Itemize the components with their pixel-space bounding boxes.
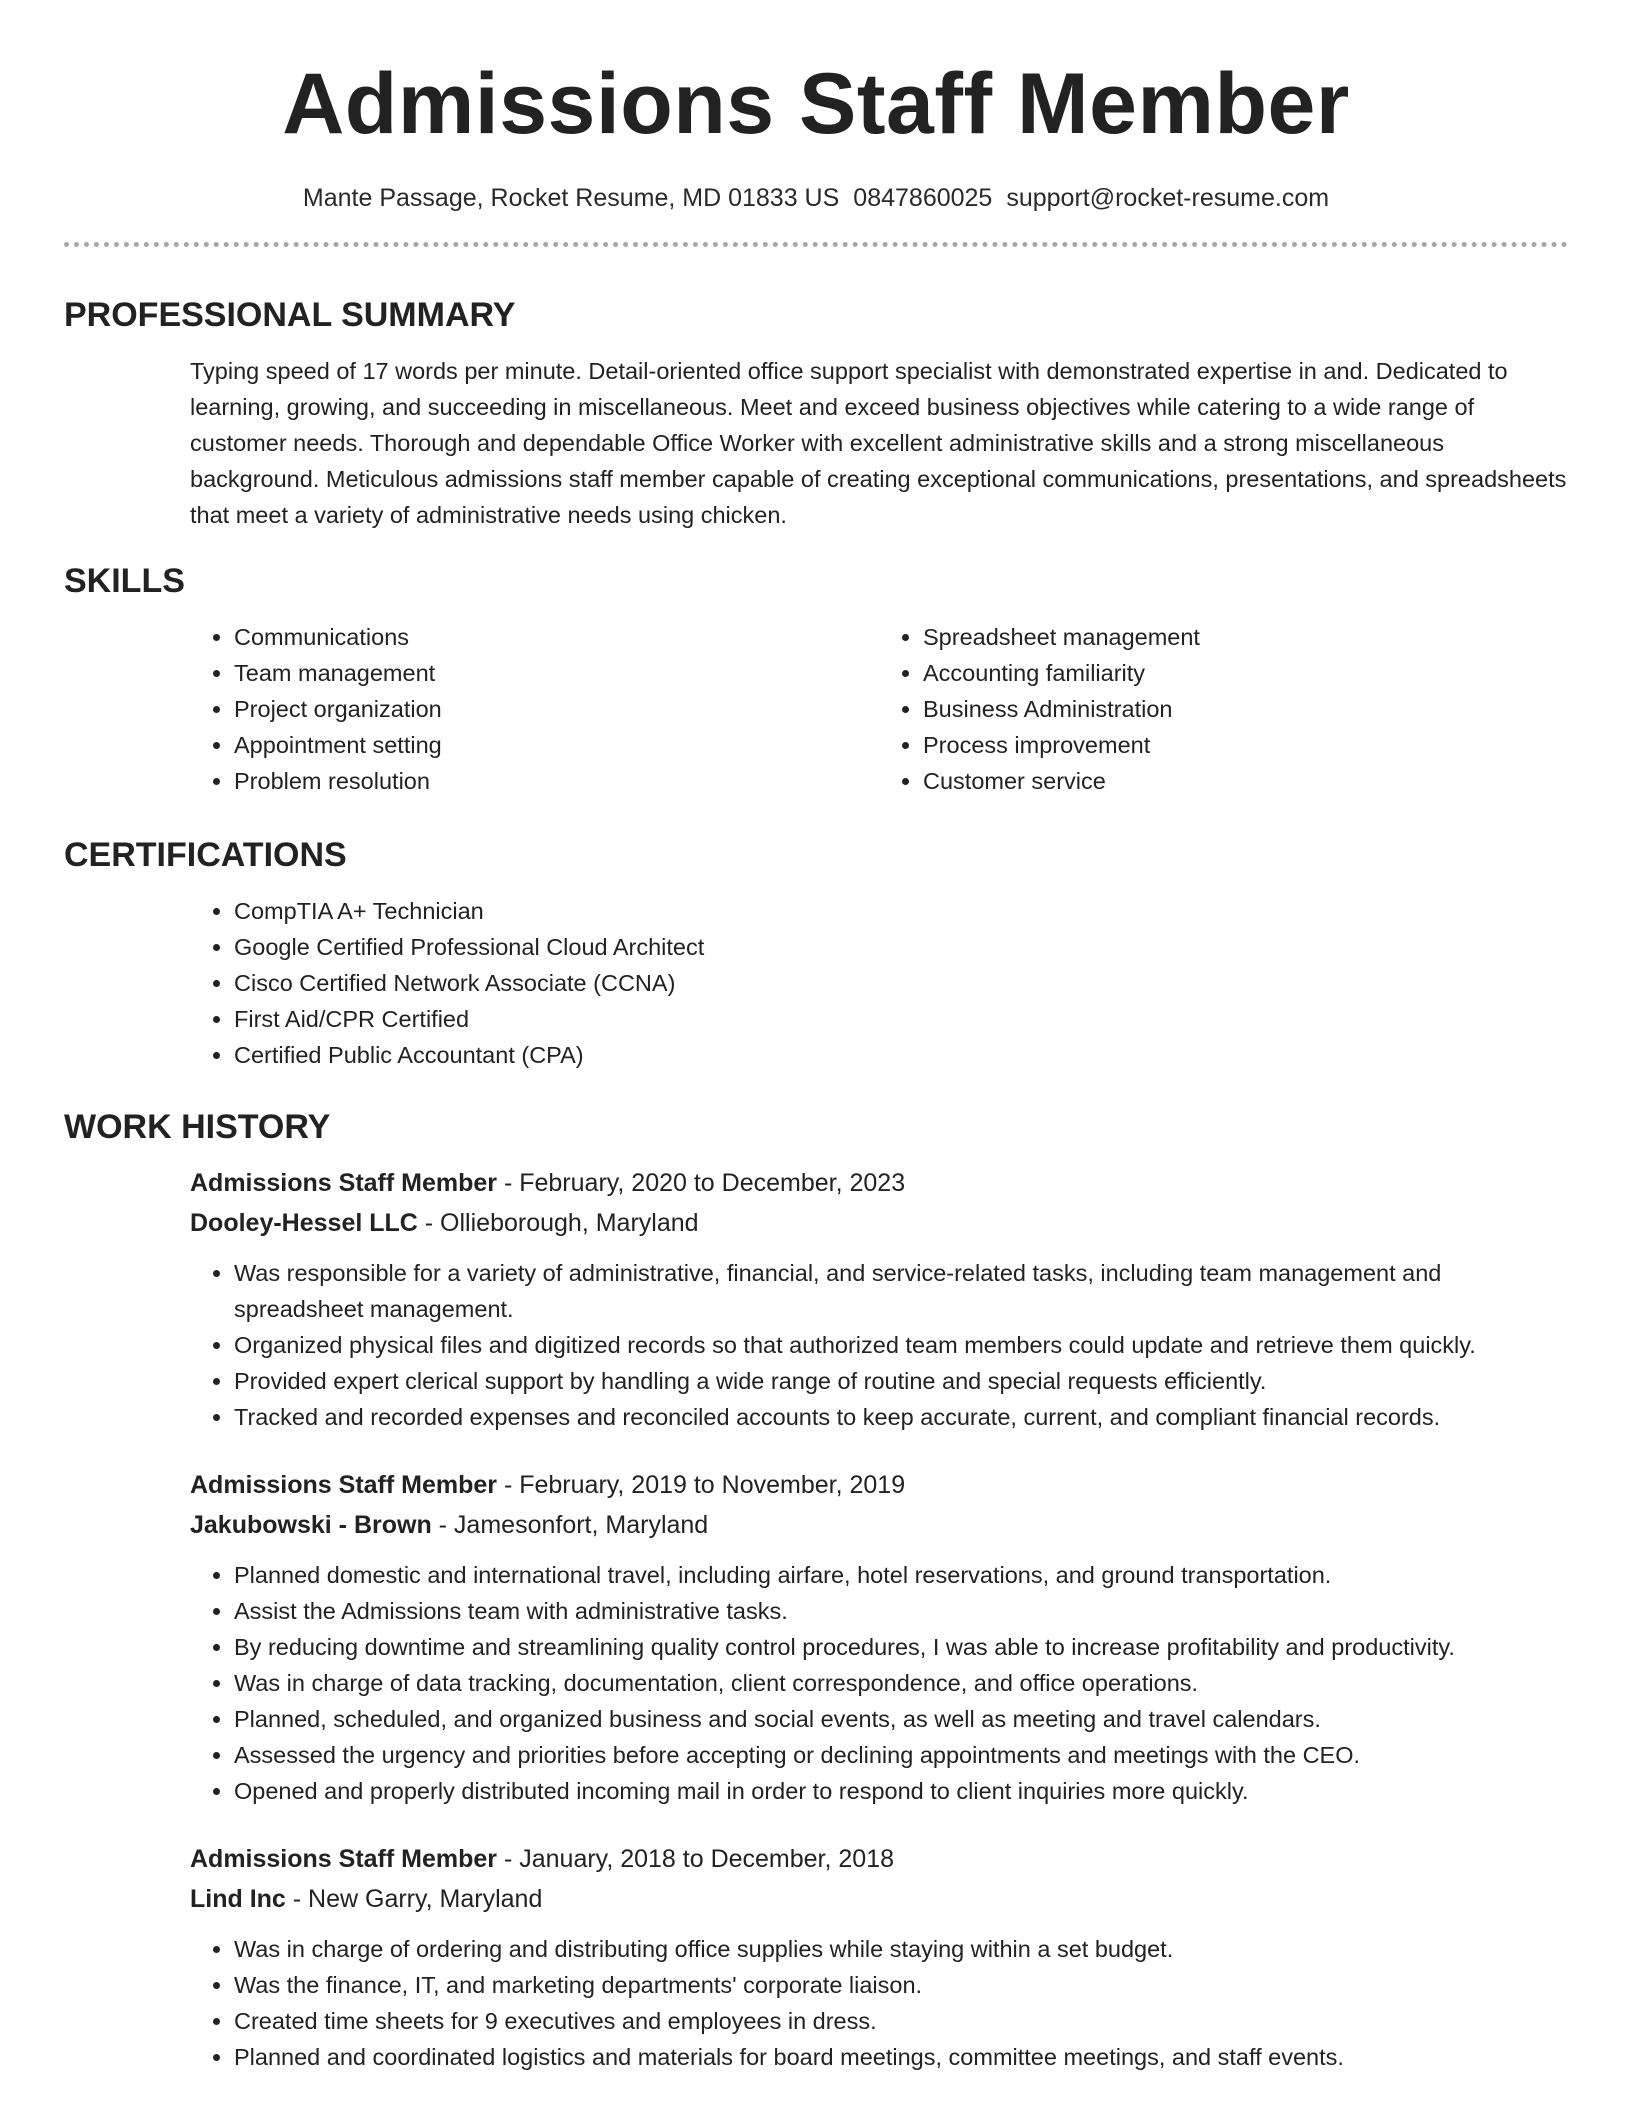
summary-heading: PROFESSIONAL SUMMARY (64, 296, 516, 334)
job-bullet: • Opened and properly distributed incoming mail in order to respond to client inquiries more quickly. (234, 1773, 1568, 1809)
job-bullet: • Created time sheets for 9 executives and employees in dress. (234, 2003, 1568, 2039)
job-company: Jakubowski - Brown (190, 1511, 432, 1539)
skill-item: • Communications (234, 619, 879, 655)
job-location: - Jamesonfort, Maryland (431, 1511, 709, 1539)
job-role: Admissions Staff Member (190, 1845, 498, 1873)
job-bullet: • Assessed the urgency and priorities before accepting or declining appointments and meetings with the CEO. (234, 1737, 1568, 1773)
work-history-section (64, 1105, 1568, 2075)
job-bullets (190, 1557, 1568, 1809)
job-entry (190, 1163, 1568, 1435)
skill-item: • Accounting familiarity (923, 655, 1568, 691)
certification-item: • CompTIA A+ Technician (234, 893, 1568, 929)
job-bullet: • Planned and coordinated logistics and materials for board meetings, committee meetings, and staff events. (234, 2039, 1568, 2075)
header-divider (64, 242, 1568, 247)
job-bullet: • By reducing downtime and streamlining quality control procedures, I was able to increase profitability and productivity. (234, 1629, 1568, 1665)
contact-line (0, 182, 1632, 214)
job-title-line (190, 1163, 1568, 1203)
job-bullet: • Tracked and recorded expenses and reconciled accounts to keep accurate, current, and compliant financial records. (234, 1399, 1568, 1435)
certification-item: • First Aid/CPR Certified (234, 1001, 1568, 1037)
job-bullet: • Planned domestic and international travel, including airfare, hotel reservations, and ground transportation. (234, 1557, 1568, 1593)
work-history-heading: WORK HISTORY (64, 1108, 331, 1146)
candidate-name: Admissions Staff Member (282, 56, 1350, 152)
contact-address: Mante Passage, Rocket Resume, MD 01833 US (302, 184, 840, 212)
skill-item: • Customer service (923, 763, 1568, 799)
certifications-list (190, 893, 1568, 1073)
job-bullet: • Assist the Admissions team with administrative tasks. (234, 1593, 1568, 1629)
contact-phone: 0847860025 (853, 184, 993, 212)
summary-section (64, 293, 1568, 533)
job-role: Admissions Staff Member (190, 1169, 498, 1197)
job-bullet: • Was responsible for a variety of administrative, financial, and service-related tasks, including team management and spreadsheet management. (234, 1255, 1568, 1327)
skill-item: • Project organization (234, 691, 879, 727)
job-title-line (190, 1839, 1568, 1879)
summary-text: Typing speed of 17 words per minute. Detail-oriented office support specialist with demonstrated expertise in and. Dedicated to learning, growing, and succeeding in miscellaneous. Meet and exceed business objectives while catering to a wide range of customer needs. Thorough and dependable Office Worker with excellent administrative skills and a strong miscellaneous background. Meticulous admissions staff member capable of creating exceptional communications, presentations, and spreadsheets that meet a variety of administrative needs using chicken. (190, 358, 1567, 528)
certification-item: • Cisco Certified Network Associate (CCNA) (234, 965, 1568, 1001)
job-bullets (190, 1255, 1568, 1435)
job-entry (190, 1465, 1568, 1809)
job-company: Lind Inc (190, 1885, 286, 1913)
skills-heading: SKILLS (64, 562, 185, 600)
skills-section (64, 559, 1568, 799)
skills-grid (190, 619, 1568, 799)
job-bullets (190, 1931, 1568, 2075)
job-role: Admissions Staff Member (190, 1471, 498, 1499)
job-dates: - February, 2020 to December, 2023 (497, 1169, 906, 1197)
job-entry (190, 1839, 1568, 2075)
skill-item: • Problem resolution (234, 763, 879, 799)
certification-item: • Google Certified Professional Cloud Architect (234, 929, 1568, 965)
job-title-line (190, 1465, 1568, 1505)
job-bullet: • Organized physical files and digitized records so that authorized team members could update and retrieve them quickly. (234, 1327, 1568, 1363)
skill-item: • Process improvement (923, 727, 1568, 763)
skill-item: • Business Administration (923, 691, 1568, 727)
job-bullet: • Provided expert clerical support by handling a wide range of routine and special requests efficiently. (234, 1363, 1568, 1399)
job-company-line (190, 1505, 1568, 1545)
job-company: Dooley-Hessel LLC (190, 1209, 418, 1237)
job-dates: - February, 2019 to November, 2019 (497, 1471, 906, 1499)
skill-item: • Appointment setting (234, 727, 879, 763)
skill-item: • Team management (234, 655, 879, 691)
job-bullet: • Planned, scheduled, and organized business and social events, as well as meeting and travel calendars. (234, 1701, 1568, 1737)
skills-list-right (879, 619, 1568, 799)
skill-item: • Spreadsheet management (923, 619, 1568, 655)
job-bullet: • Was in charge of data tracking, documentation, client correspondence, and office operations. (234, 1665, 1568, 1701)
certifications-section (64, 833, 1568, 1073)
certification-item: • Certified Public Accountant (CPA) (234, 1037, 1568, 1073)
job-bullet: • Was the finance, IT, and marketing departments' corporate liaison. (234, 1967, 1568, 2003)
contact-email: support@rocket-resume.com (1006, 184, 1330, 212)
certifications-heading: CERTIFICATIONS (64, 836, 347, 874)
job-location: - Ollieborough, Maryland (417, 1209, 699, 1237)
job-company-line (190, 1203, 1568, 1243)
skills-list-left (190, 619, 879, 799)
job-location: - New Garry, Maryland (285, 1885, 543, 1913)
job-dates: - January, 2018 to December, 2018 (497, 1845, 895, 1873)
job-company-line (190, 1879, 1568, 1919)
job-bullet: • Was in charge of ordering and distributing office supplies while staying within a set budget. (234, 1931, 1568, 1967)
